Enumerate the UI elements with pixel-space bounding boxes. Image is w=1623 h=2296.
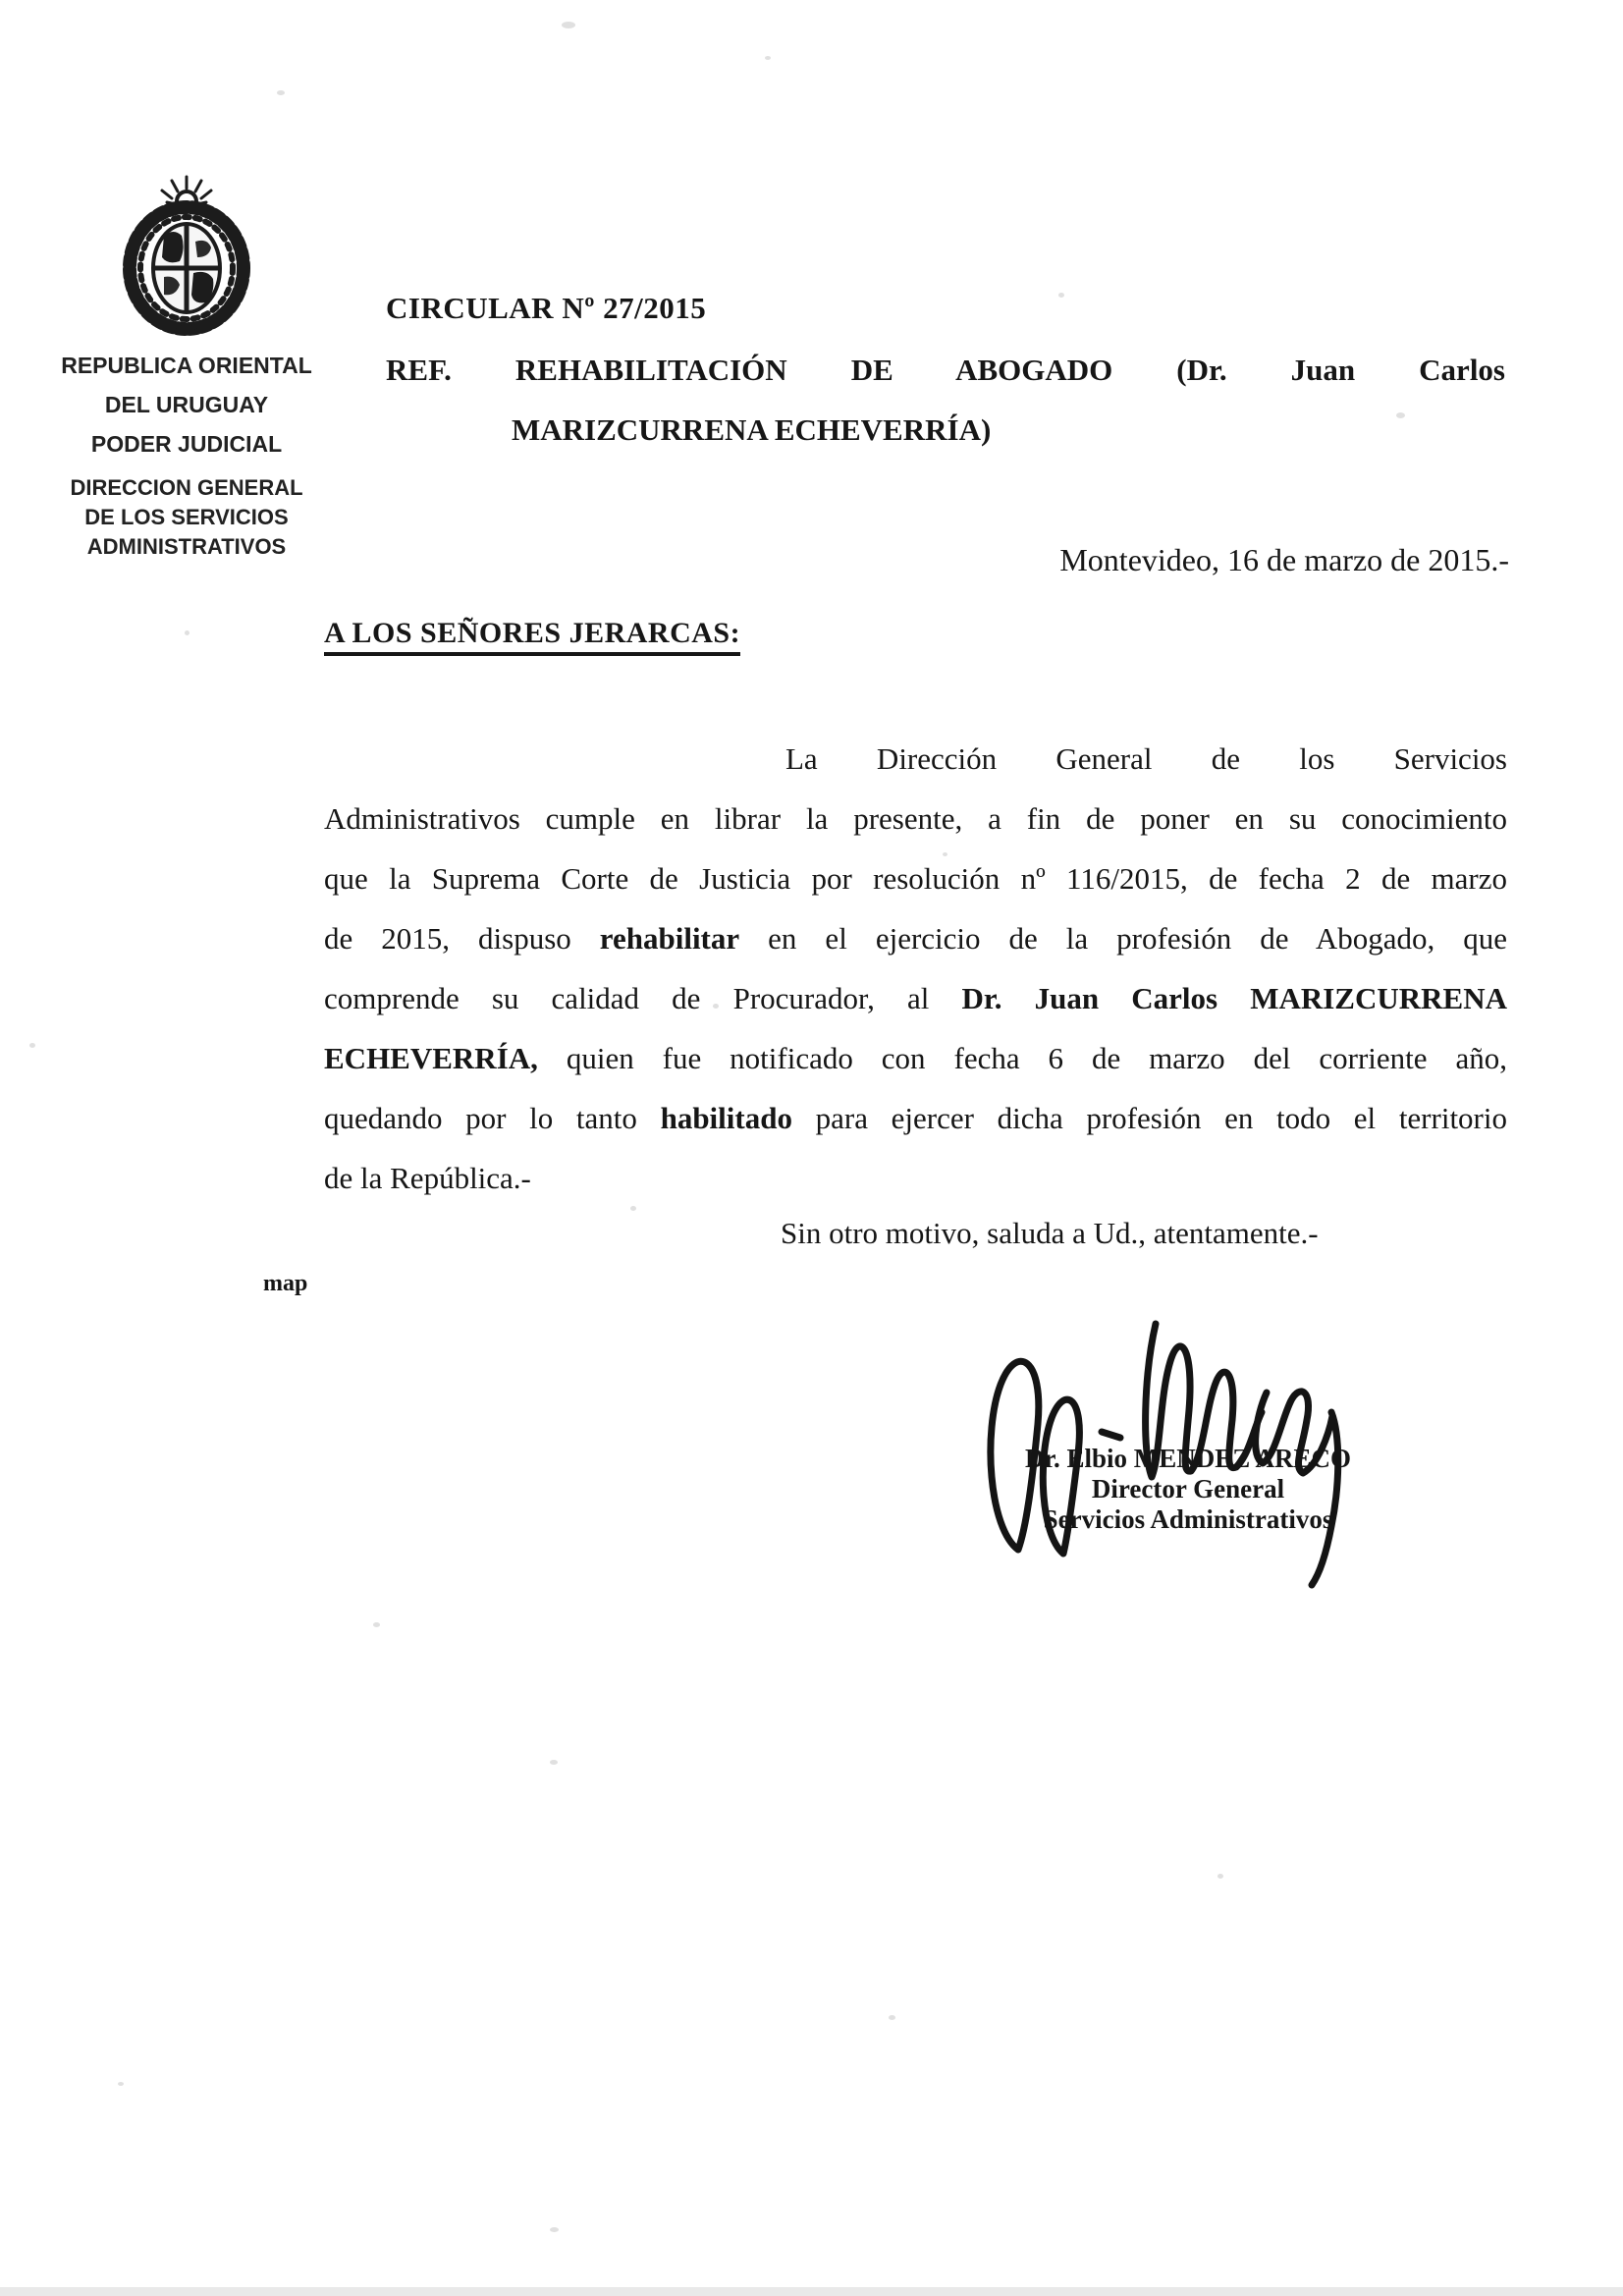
body-line-5-pre: comprende su calidad de Procurador, al	[324, 981, 962, 1015]
scan-speck	[29, 1043, 35, 1048]
handwritten-signature	[967, 1308, 1380, 1593]
body-line-7-pre: quedando por lo tanto	[324, 1101, 661, 1135]
body-line-5	[324, 968, 1507, 1028]
body-line-4-bold-rehabilitar: rehabilitar	[599, 921, 740, 956]
scan-speck	[1217, 1874, 1223, 1879]
scan-speck	[550, 2227, 559, 2232]
scan-speck	[185, 630, 189, 635]
scan-speck	[943, 852, 947, 856]
subject-line-1: REF. REHABILITACIÓN DE ABOGADO (Dr. Juan Carlos	[386, 353, 1505, 387]
scan-speck	[373, 1622, 380, 1627]
body-paragraph	[324, 729, 1507, 1208]
scan-speck	[713, 1004, 719, 1009]
typist-initials: map	[263, 1271, 308, 1296]
body-line-6	[324, 1028, 1507, 1088]
scan-speck	[118, 2082, 124, 2086]
subject-line-2: MARIZCURRENA ECHEVERRÍA)	[512, 412, 992, 447]
letterhead	[49, 175, 324, 562]
body-line-6-post: quien fue notificado con fecha 6 de marzo del corriente año,	[537, 1041, 1507, 1075]
letterhead-line-servicios: DE LOS SERVICIOS	[84, 505, 289, 529]
scan-speck	[765, 56, 771, 60]
signer-name: Dr. Elbio MENDEZ ARECO	[1024, 1444, 1352, 1473]
letterhead-line-direccion: DIRECCION GENERAL	[70, 475, 303, 500]
scan-speck	[630, 1206, 636, 1211]
scan-speck	[562, 22, 575, 28]
body-line-4-post: en el ejercicio de la profesión de Abogado, que	[739, 921, 1507, 956]
body-line-5-bold-name: Dr. Juan Carlos MARIZCURRENA	[961, 981, 1507, 1015]
closing-line: Sin otro motivo, saluda a Ud., atentamente.-	[781, 1216, 1319, 1250]
scanner-edge-shadow	[0, 2287, 1623, 2296]
body-line-8: de la República.-	[324, 1161, 531, 1195]
body-line-1: La Dirección General de los Servicios	[785, 741, 1507, 776]
scan-speck	[889, 2015, 895, 2020]
salutation	[324, 617, 740, 650]
scan-speck	[1396, 412, 1405, 418]
salutation-text: A LOS SEÑORES JERARCAS:	[324, 617, 740, 656]
uruguay-coat-of-arms-icon	[113, 175, 260, 338]
body-line-7	[324, 1088, 1507, 1148]
letterhead-line-uruguay: DEL URUGUAY	[104, 392, 269, 417]
body-line-4	[324, 908, 1507, 968]
body-line-7-bold-habilitado: habilitado	[660, 1101, 792, 1135]
letterhead-line-republica: REPUBLICA ORIENTAL	[61, 353, 312, 378]
body-line-6-bold-surname: ECHEVERRÍA,	[324, 1041, 538, 1075]
circular-number: CIRCULAR Nº 27/2015	[386, 291, 707, 325]
document-header	[386, 291, 1505, 448]
body-line-3: que la Suprema Corte de Justicia por resolución nº 116/2015, de fecha 2 de marzo	[324, 861, 1507, 896]
body-line-7-post: para ejercer dicha profesión en todo el territorio	[791, 1101, 1507, 1135]
scan-speck	[550, 1760, 558, 1765]
signer-office: Servicios Administrativos	[1043, 1504, 1333, 1534]
scan-speck	[277, 90, 285, 95]
letterhead-line-poder-judicial: PODER JUDICIAL	[90, 431, 283, 457]
dateline: Montevideo, 16 de marzo de 2015.-	[1059, 542, 1509, 577]
body-line-4-pre: de 2015, dispuso	[324, 921, 600, 956]
scan-speck	[1058, 293, 1064, 298]
letterhead-line-administrativos: ADMINISTRATIVOS	[86, 534, 287, 559]
signer-title: Director General	[1091, 1474, 1285, 1503]
body-line-2: Administrativos cumple en librar la presente, a fin de poner en su conocimiento	[324, 801, 1507, 836]
